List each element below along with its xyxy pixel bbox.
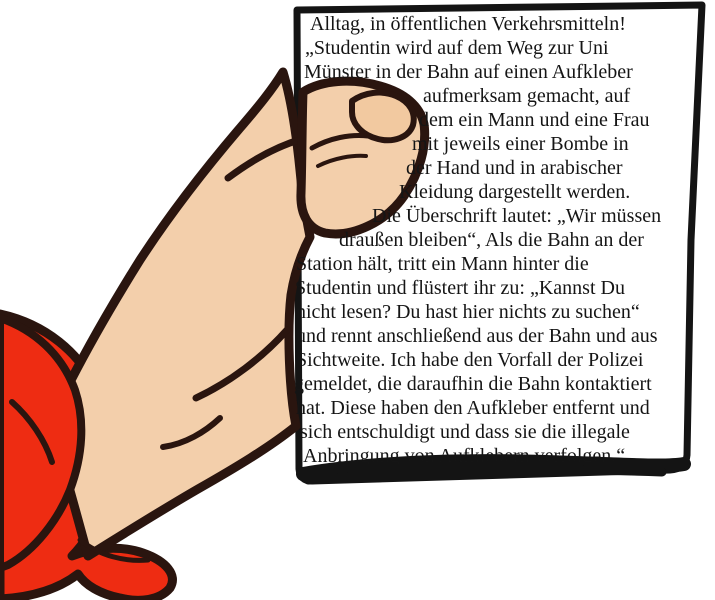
paper-text-line: mit jeweils einer Bombe in [412,133,629,155]
paper-text-line: hat. Diese haben den Aufkleber entfernt und [296,397,650,419]
paper-text-line: Die Überschrift lautet: „Wir müssen [372,205,662,227]
paper-text-line: der Hand und in arabischer [406,157,623,179]
paper-text [0,12,715,468]
paper-text-line: „Studentin wird auf dem Weg zur Uni [305,37,609,59]
paper-text-line: draußen bleiben“, Als die Bahn an der [339,229,644,251]
paper-text-line: nicht lesen? Du hast hier nichts zu suchen“ [296,301,640,323]
paper-text-line: Sichtweite. Ich habe den Vorfall der Polizei [296,349,644,371]
paper-text-line: Alltag, in öffentlichen Verkehrsmitteln! [310,13,626,35]
paper-text-line: Studentin und flüstert ihr zu: „Kannst Du [295,277,625,299]
paper-text-line: und rennt anschließend aus der Bahn und aus [296,325,658,347]
paper-text-line: gemeldet, die daraufhin die Bahn kontaktiert [294,373,652,395]
paper-text-line: dem ein Mann und eine Frau [419,109,650,131]
paper-text-line: aufmerksam gemacht, auf [423,85,631,107]
paper-text-line: Kleidung dargestellt werden. [399,181,631,203]
paper-text-line: Münster in der Bahn auf einen Aufkleber [304,61,633,83]
paper-text-line: Station hält, tritt ein Mann hinter die [296,253,589,275]
paper-text-line: Anbringung von Aufklebern verfolgen.“ [303,445,626,467]
paper-text-line: sich entschuldigt und dass sie die illegale [300,421,630,443]
paper-bottom-brush-blob [302,467,338,483]
